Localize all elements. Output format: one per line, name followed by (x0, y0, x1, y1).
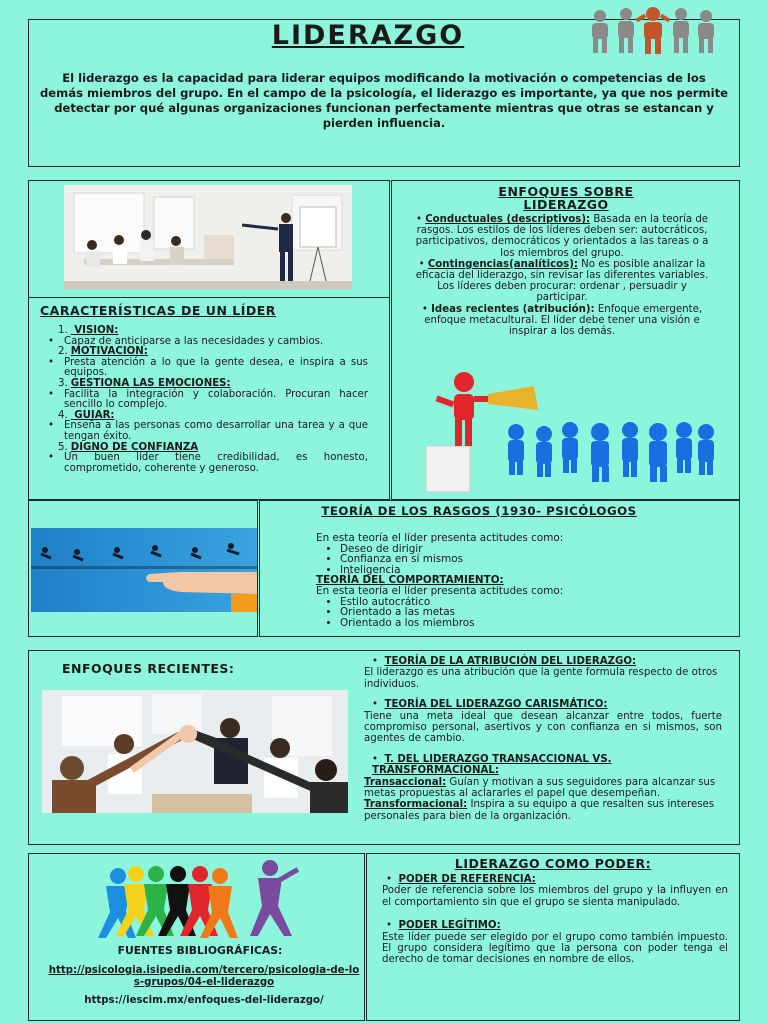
enfoque-label: Ideas recientes (atribución): (431, 303, 595, 315)
bullet-dot: • (48, 452, 55, 464)
bullet-dot: • (418, 258, 428, 270)
caracteristica-number: 1. (58, 325, 68, 336)
comportamiento-title: TEORÍA DEL COMPORTAMIENTO: (316, 574, 504, 587)
caracteristica-bullet (48, 358, 368, 379)
bullet-dot: • (48, 356, 55, 368)
team-hands-photo (42, 690, 348, 813)
caracteristica-title: MOTIVACION: (70, 346, 148, 358)
caracteristicas-title: CARACTERÍSTICAS DE UN LÍDER (40, 303, 276, 318)
caracteristica-number: 4. (58, 409, 68, 421)
caracteristica-heading (48, 326, 368, 337)
caracteristica-number: 3. (58, 377, 68, 389)
caracteristica-title: DIGNO DE CONFIANZA (70, 441, 199, 453)
bullet-dot: • (372, 656, 385, 667)
caracteristica-heading (48, 379, 368, 390)
caracteristica-text: Presta atención a lo que la gente desea, e inspira a sus equipos. (64, 356, 368, 379)
enfoque-label: Contingencias(analíticos): (427, 258, 578, 270)
fuentes-title: FUENTES BIBLIOGRÁFICAS: (117, 944, 283, 957)
recientes-content (364, 656, 722, 822)
bullet-dot: • (386, 920, 399, 932)
bullet-dot: • (372, 699, 385, 711)
enfoque-item (410, 214, 714, 259)
intro-text: El liderazgo es la capacidad para liderar equipos modificando la motivación o competencias de los demás miembros del grupo. En el campo de la psicología, el liderazgo es importante, ya que nos permite detectar por qué algunas organizaciones funcionan perfectamente mientras que otras se estancan y pierden influencia. (40, 71, 728, 130)
transformacional-text: Inspira a su equipo a que resalten sus intereses personales para bien de la organización. (364, 799, 715, 822)
legitimo-text: Este líder puede ser elegido por el grupo como también impuesto. El grupo considera legítimo que la persona con poder tenga el derecho de tomar decisiones en nombre de ellos. (382, 931, 728, 966)
comportamiento-item: • Orientado a los miembros (340, 618, 716, 629)
page-title: LIDERAZGO (271, 20, 465, 51)
atribucion-text: El liderazgo es una atribución que la gente formula respecto de otros individuos. (364, 667, 718, 690)
caracteristica-text: Facilita la integración y colaboración. Procuran hacer sencillo lo complejo. (64, 388, 368, 411)
carismatico-text: Tiene una meta ideal que desean alcanzar entre todos, fuerte compromiso personal, asertivos y con confianza en si mismos, son agentes de cambio. (364, 710, 722, 745)
atribucion-title: TEORÍA DE LA ATRIBUCIÓN DEL LIDERAZGO: (384, 656, 637, 667)
poder-content (382, 874, 728, 966)
rasgo-item: • Inteligencia (340, 565, 716, 576)
referencia-text: Poder de referencia sobre los miembros del grupo y la influyen en el comportamiento sin que el grupo se sienta manipulado. (382, 885, 728, 908)
caracteristica-bullet (48, 390, 368, 411)
bullet-dot: • (48, 388, 55, 400)
enfoque-text: No es posible analizar la eficacia del liderazgo, sin revisar las diferentes variables. Los líderes deben procurar: ordenar , persuadir y participar. (415, 258, 709, 304)
enfoque-item (410, 259, 714, 304)
enfoques-list (410, 214, 714, 337)
bullet-dot: • (48, 335, 55, 347)
legitimo-title: PODER LEGÍTIMO: (398, 920, 501, 932)
comportamiento-intro: En esta teoría el líder presenta actitudes como: (316, 584, 564, 597)
enfoque-item (410, 304, 714, 338)
rasgo-item-list (316, 544, 716, 576)
rasgos-intro: En esta teoría el líder presenta actitudes como: (316, 532, 564, 544)
caracteristica-bullet (48, 421, 368, 442)
caracteristica-title: VISION: (70, 325, 119, 336)
poder-title: LIDERAZGO COMO PODER: (454, 856, 652, 871)
rasgo-item: • Confianza en sí mismos (340, 554, 716, 565)
carismatico-title: TEORÍA DEL LIDERAZGO CARISMÁTICO: (384, 699, 608, 711)
bullet-dot: • (48, 420, 55, 432)
enfoque-label: Conductuales (descriptivos): (425, 214, 591, 225)
bullet-dot: • (372, 753, 385, 765)
office-meeting-photo (64, 185, 352, 289)
leader-megaphone-icon (404, 366, 724, 494)
comportamiento-item-list (316, 597, 716, 629)
caracteristica-title: GESTIONA LAS EMOCIONES: (70, 377, 231, 389)
bullet-dot: • (386, 874, 399, 885)
transformacional-label: Transformacional: (364, 799, 468, 811)
enfoque-text: Basada en la teoría de rasgos. Los estilos de los líderes deben ser: autocráticos, participativos, democráticos y orientados a las tareas o a los miembros del grupo. (415, 214, 709, 259)
transaccional-title: T. DEL LIDERAZGO TRANSACCIONAL VS. TRANSFORMACIONAL: (372, 753, 612, 777)
team-people-icon (586, 6, 732, 56)
caracteristica-text: Capaz de anticiparse a las necesidades y cambios. (64, 335, 324, 347)
caracteristica-text: Un buen líder tiene credibilidad, es honesto, comprometido, coherente y generoso. (64, 452, 368, 474)
caracteristica-number: 2. (58, 346, 68, 358)
comportamiento-item: • Orientado a las metas (340, 607, 716, 618)
rasgos-title: TEORÍA DE LOS RASGOS (1930- PSICÓLOGOS (321, 504, 637, 518)
runners-hand-image (31, 528, 257, 612)
caracteristica-number: 5. (58, 441, 68, 453)
enfoques-title: ENFOQUES SOBRE LIDERAZGO (498, 184, 634, 212)
caracteristica-text: Enseña a las personas como desarrollar una tarea y a que tengan éxito. (64, 420, 368, 442)
transaccional-label: Transaccional: (364, 776, 447, 788)
fuentes-link-1[interactable]: http://psicologia.isipedia.com/tercero/psicologia-de-los-grupos/04-el-liderazgo (48, 965, 360, 988)
comportamiento-item: • Estilo autocrático (340, 597, 716, 608)
teorias-content (316, 533, 716, 628)
rasgo-item: • Deseo de dirigir (340, 544, 716, 555)
enfoque-text: Enfoque emergente, enfoque metacultural. El líder debe tener una visión e inspirar a los demás. (424, 303, 703, 338)
caracteristica-title: GUIAR: (70, 409, 115, 421)
recientes-title: ENFOQUES RECIENTES: (62, 661, 235, 676)
colorful-people-icon (70, 858, 320, 940)
bullet-dot: • (415, 214, 426, 225)
fuentes-link-2[interactable]: https://iescim.mx/enfoques-del-liderazgo/ (84, 995, 324, 1006)
caracteristicas-list (48, 326, 368, 474)
caracteristica-bullet (48, 453, 368, 474)
referencia-title: PODER DE REFERENCIA: (398, 874, 536, 885)
bullet-dot: • (421, 303, 432, 315)
transaccional-text: Guían y motivan a sus seguidores para alcanzar sus metas propuestas al aclararles el papel que desempeñan. (364, 776, 716, 800)
